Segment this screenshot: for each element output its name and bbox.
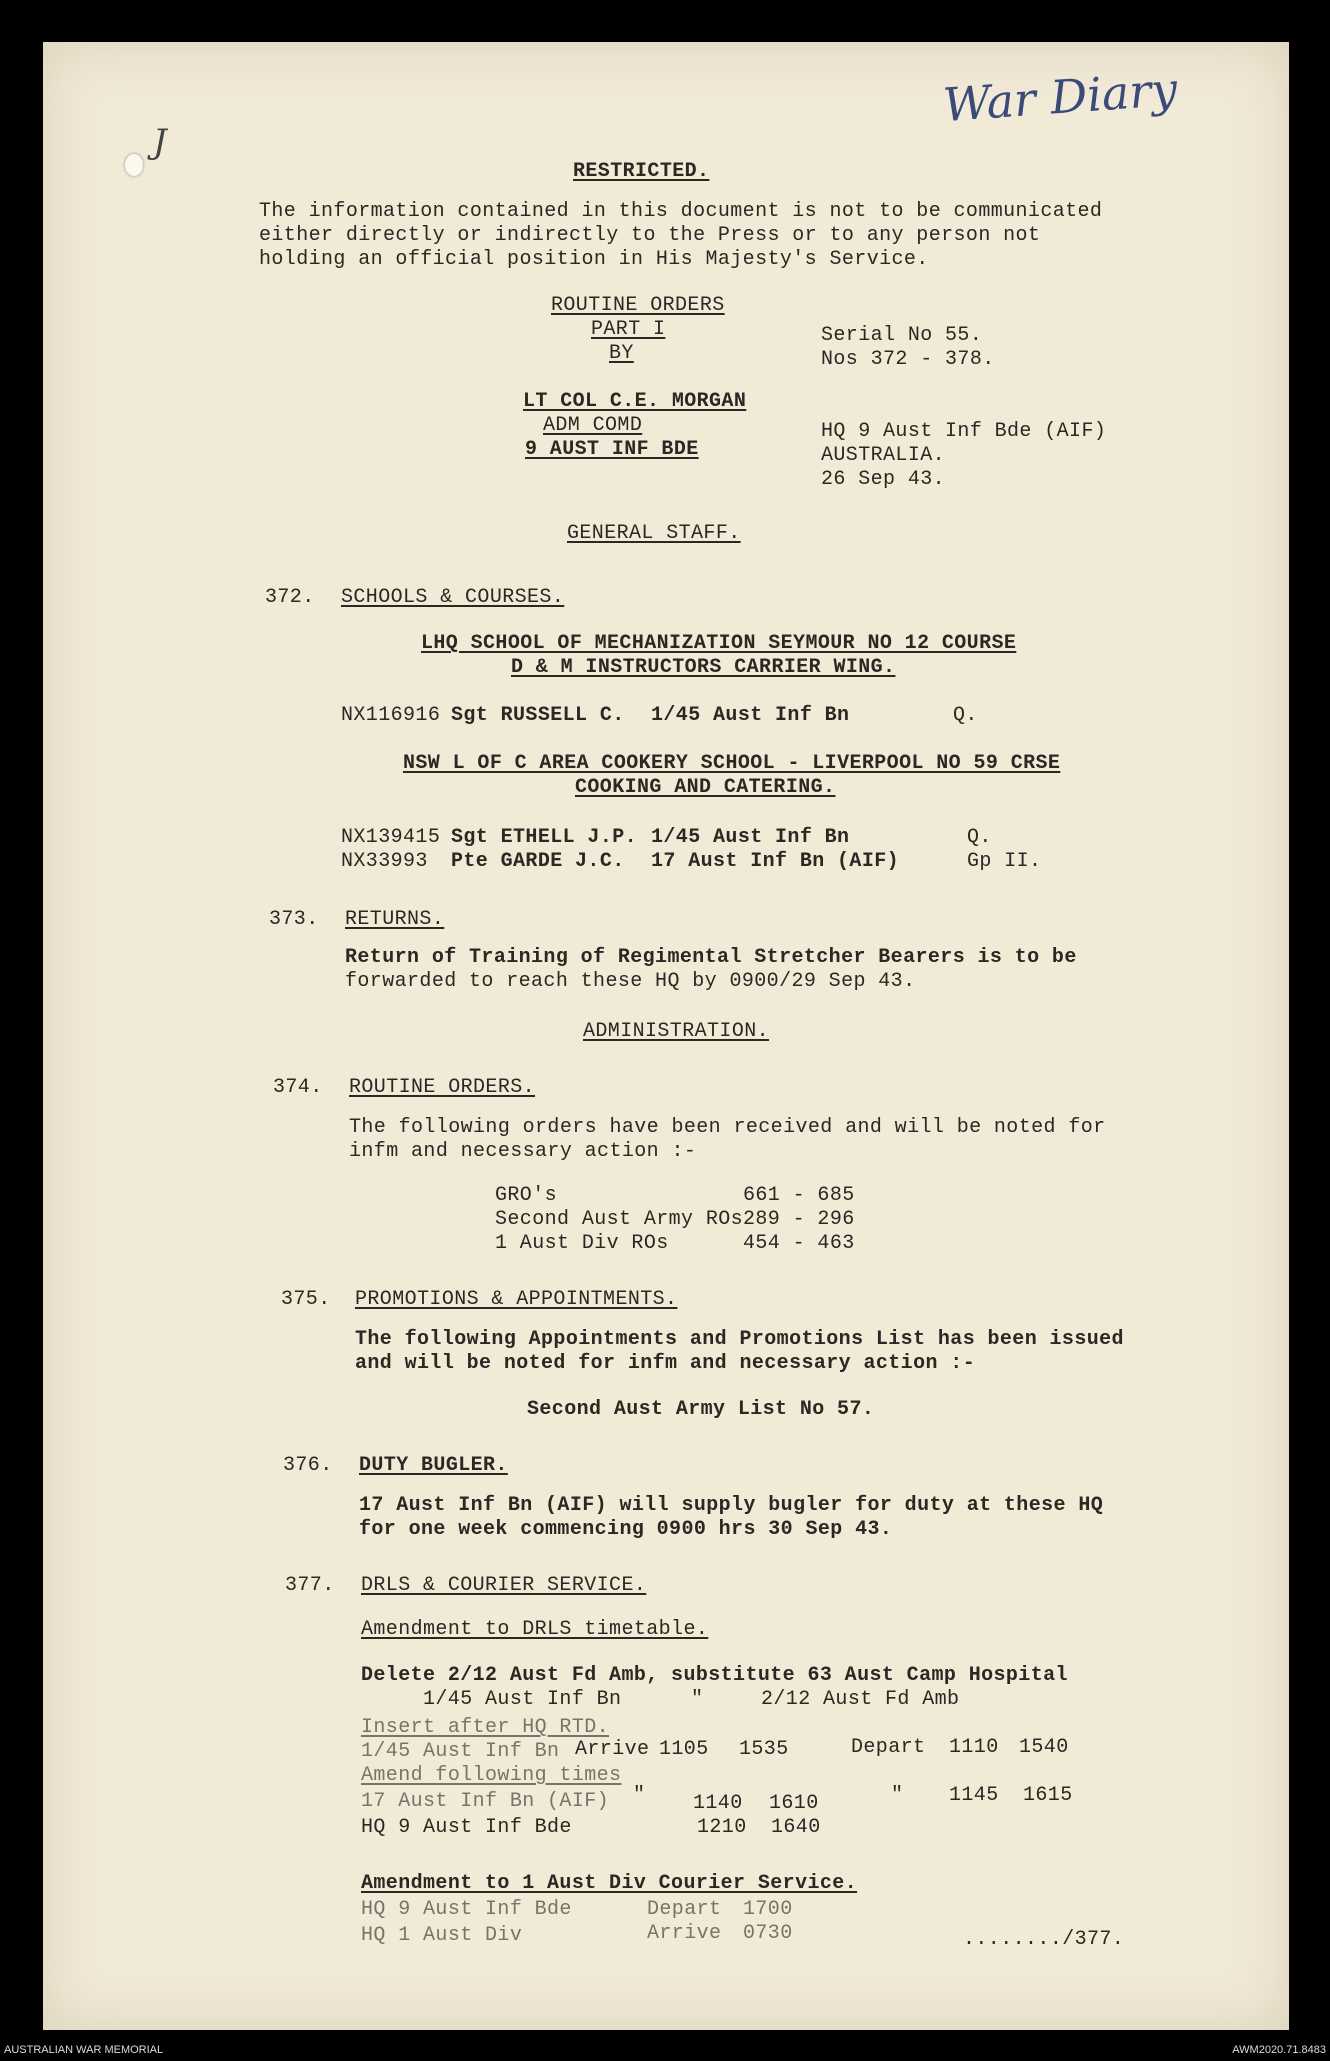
header-routine-orders: ROUTINE ORDERS — [551, 294, 725, 317]
sub-line-right: 2/12 Aust Fd Amb — [761, 1688, 960, 1711]
order-374-line-1: The following orders have been received and will be noted for — [349, 1116, 1106, 1139]
courier-row-1-time: 1700 — [743, 1898, 793, 1921]
header-brigade: 9 AUST INF BDE — [525, 438, 699, 461]
amend-row-1-arr-1: 1140 — [693, 1792, 743, 1815]
insert-row-arr-1: 1105 — [659, 1738, 709, 1761]
section-general-staff: GENERAL STAFF. — [567, 522, 741, 545]
order-372-title: SCHOOLS & COURSES. — [341, 586, 565, 609]
amend-row-2-unit: HQ 9 Aust Inf Bde — [361, 1816, 572, 1839]
sub-line-left: 1/45 Aust Inf Bn — [423, 1688, 622, 1711]
courier-row-1-label: Depart — [647, 1898, 722, 1921]
amend-row-1-dep-1: 1145 — [949, 1784, 999, 1807]
row2-number: NX139415 — [341, 826, 441, 849]
amend-row-1-ditto-1: " — [633, 1784, 646, 1807]
order-377-number: 377. — [285, 1574, 335, 1597]
courier-row-2-label: Arrive — [647, 1922, 722, 1945]
row3-name: Pte GARDE J.C. — [451, 850, 625, 873]
sub-line-ditto: " — [691, 1688, 704, 1711]
order-374-number: 374. — [273, 1076, 323, 1099]
row2-unit: 1/45 Aust Inf Bn — [651, 826, 850, 849]
serial-number: Serial No 55. — [821, 324, 983, 347]
row1-grade: Q. — [953, 704, 978, 727]
punch-hole — [125, 154, 143, 176]
insert-row-dep-2: 1540 — [1019, 1736, 1069, 1759]
amend-row-1-ditto-2: " — [891, 1784, 904, 1807]
row3-number: NX33993 — [341, 850, 428, 873]
header-officer: LT COL C.E. MORGAN — [523, 390, 747, 413]
course-1-line-1: LHQ SCHOOL OF MECHANIZATION SEYMOUR NO 12 COURSE — [421, 632, 1017, 655]
army-list: Second Aust Army List No 57. — [527, 1398, 875, 1421]
course-1-line-2: D & M INSTRUCTORS CARRIER WING. — [511, 656, 896, 679]
order-374-line-2: infm and necessary action :- — [349, 1140, 697, 1163]
order-376-number: 376. — [283, 1454, 333, 1477]
margin-mark: J — [153, 122, 167, 162]
order-372-number: 372. — [265, 586, 315, 609]
header-part: PART I — [591, 318, 666, 341]
issuing-hq: HQ 9 Aust Inf Bde (AIF) — [821, 420, 1107, 443]
section-administration: ADMINISTRATION. — [583, 1020, 770, 1043]
order-374-title: ROUTINE ORDERS. — [349, 1076, 536, 1099]
course-2-line-2: COOKING AND CATERING. — [575, 776, 836, 799]
ro-row-1-range: 661 - 685 — [743, 1184, 855, 1207]
insert-row-arr-2: 1535 — [739, 1738, 789, 1761]
insert-row-dep-1: 1110 — [949, 1736, 999, 1759]
footer-archive-name: AUSTRALIAN WAR MEMORIAL — [4, 2044, 164, 2056]
amend-row-2-arr-1: 1210 — [697, 1816, 747, 1839]
order-375-line-1: The following Appointments and Promotions List has been issued — [355, 1328, 1124, 1351]
row2-name: Sgt ETHELL J.P. — [451, 826, 638, 849]
footer-archive-id: AWM2020.71.8483 — [1232, 2044, 1326, 2056]
insert-heading: Insert after HQ RTD. — [361, 1716, 610, 1739]
issue-date: 26 Sep 43. — [821, 468, 946, 491]
course-2-line-1: NSW L OF C AREA COOKERY SCHOOL - LIVERPOOL NO 59 CRSE — [403, 752, 1061, 775]
header-adm-comd: ADM COMD — [543, 414, 643, 437]
order-377-title: DRLS & COURIER SERVICE. — [361, 1574, 647, 1597]
insert-row-depart: Depart — [851, 1736, 926, 1759]
row1-unit: 1/45 Aust Inf Bn — [651, 704, 850, 727]
insert-row-unit: 1/45 Aust Inf Bn — [361, 1740, 560, 1763]
order-375-title: PROMOTIONS & APPOINTMENTS. — [355, 1288, 678, 1311]
insert-row-arrive: Arrive — [575, 1738, 650, 1761]
header-by: BY — [609, 342, 634, 365]
ro-row-3-range: 454 - 463 — [743, 1232, 855, 1255]
handwritten-war-diary-note: War Diary — [941, 61, 1179, 133]
amend-heading: Amend following times — [361, 1764, 622, 1787]
order-376-line-2: for one week commencing 0900 hrs 30 Sep 43. — [359, 1518, 893, 1541]
drls-amendment-heading: Amendment to DRLS timetable. — [361, 1618, 709, 1641]
amend-row-2-arr-2: 1640 — [771, 1816, 821, 1839]
order-numbers: Nos 372 - 378. — [821, 348, 995, 371]
continued-marker: ......../377. — [963, 1928, 1125, 1951]
order-373-line-1: Return of Training of Regimental Stretcher Bearers is to be — [345, 946, 1077, 969]
amend-row-1-dep-2: 1615 — [1023, 1784, 1073, 1807]
courier-row-1-unit: HQ 9 Aust Inf Bde — [361, 1898, 572, 1921]
order-375-line-2: and will be noted for infm and necessary action :- — [355, 1352, 976, 1375]
amend-row-1-arr-2: 1610 — [769, 1792, 819, 1815]
amend-row-1-unit: 17 Aust Inf Bn (AIF) — [361, 1790, 610, 1813]
row2-grade: Q. — [967, 826, 992, 849]
order-375-number: 375. — [281, 1288, 331, 1311]
ro-row-2-label: Second Aust Army ROs — [495, 1208, 744, 1231]
delete-substitute-line: Delete 2/12 Aust Fd Amb, substitute 63 Aust Camp Hospital — [361, 1664, 1068, 1687]
notice-line-1: The information contained in this document is not to be communicated — [259, 200, 1103, 223]
document-page — [43, 42, 1289, 2030]
order-373-title: RETURNS. — [345, 908, 445, 931]
courier-amendment-heading: Amendment to 1 Aust Div Courier Service. — [361, 1872, 858, 1895]
ro-row-3-label: 1 Aust Div ROs — [495, 1232, 669, 1255]
row3-unit: 17 Aust Inf Bn (AIF) — [651, 850, 900, 873]
order-373-line-2: forwarded to reach these HQ by 0900/29 Sep 43. — [345, 970, 916, 993]
ro-row-2-range: 289 - 296 — [743, 1208, 855, 1231]
row1-name: Sgt RUSSELL C. — [451, 704, 625, 727]
notice-line-3: holding an official position in His Majesty's Service. — [259, 248, 929, 271]
order-376-line-1: 17 Aust Inf Bn (AIF) will supply bugler for duty at these HQ — [359, 1494, 1104, 1517]
restricted-heading: RESTRICTED. — [573, 160, 710, 183]
order-376-title: DUTY BUGLER. — [359, 1454, 508, 1477]
row1-number: NX116916 — [341, 704, 441, 727]
courier-row-2-unit: HQ 1 Aust Div — [361, 1924, 523, 1947]
ro-row-1-label: GRO's — [495, 1184, 558, 1207]
courier-row-2-time: 0730 — [743, 1922, 793, 1945]
row3-grade: Gp II. — [967, 850, 1042, 873]
notice-line-2: either directly or indirectly to the Press or to any person not — [259, 224, 1041, 247]
order-373-number: 373. — [269, 908, 319, 931]
issuing-country: AUSTRALIA. — [821, 444, 946, 467]
